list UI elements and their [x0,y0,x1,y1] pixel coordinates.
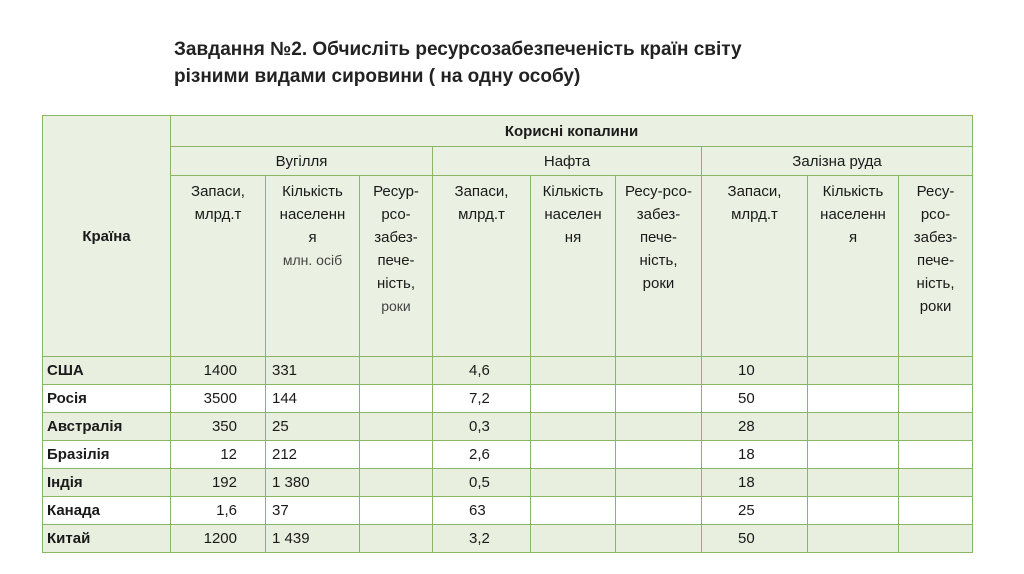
table-row [43,441,973,469]
iron-reserves-header: Запаси, млрд.т [727,183,782,223]
iron-population-header: Кількість населенн я [820,183,886,246]
coal-reserves-cell: 350 [171,413,266,441]
title-line-1: Завдання №2. Обчисліть ресурсозабезпеченість країн світу [174,39,742,60]
page-title [174,36,874,90]
country-header: Країна [43,116,171,357]
coal-reserves-cell: 1400 [171,357,266,385]
population-cell: 1 380 [266,469,360,497]
oil-population-cell [531,413,616,441]
country-cell: Росія [43,385,171,413]
iron-supply-cell [899,469,973,497]
coal-reserves-cell: 1200 [171,525,266,553]
table-row [43,469,973,497]
table-row [43,357,973,385]
coal-supply-cell [360,525,433,553]
oil-population-cell [531,357,616,385]
iron-population-cell [808,469,899,497]
table-row [43,385,973,413]
iron-population-cell [808,385,899,413]
oil-population-cell [531,441,616,469]
coal-reserves-cell: 3500 [171,385,266,413]
iron-supply-header: Ресу- рсо- забез- пече- ність, роки [913,183,958,315]
iron-population-cell [808,525,899,553]
oil-reserves-cell: 0,3 [433,413,531,441]
iron-supply-cell [899,413,973,441]
table-row [43,413,973,441]
resource-oil-header: Нафта [433,147,702,176]
oil-reserves-cell: 2,6 [433,441,531,469]
table-row [43,497,973,525]
resource-table [42,115,973,553]
iron-reserves-cell: 28 [702,413,808,441]
table-row [43,525,973,553]
iron-reserves-cell: 18 [702,469,808,497]
oil-reserves-cell: 4,6 [433,357,531,385]
coal-reserves-cell: 192 [171,469,266,497]
iron-population-cell [808,497,899,525]
iron-population-cell [808,357,899,385]
iron-population-cell [808,413,899,441]
country-cell: Австралія [43,413,171,441]
country-cell: Канада [43,497,171,525]
coal-population-unit: млн. осіб [282,252,343,268]
iron-reserves-cell: 10 [702,357,808,385]
resource-iron-header: Залізна руда [702,147,973,176]
oil-supply-cell [616,441,702,469]
oil-supply-cell [616,385,702,413]
oil-supply-cell [616,357,702,385]
coal-supply-unit: роки [381,298,411,314]
coal-supply-cell [360,385,433,413]
oil-reserves-cell: 3,2 [433,525,531,553]
coal-supply-cell [360,413,433,441]
coal-supply-cell [360,469,433,497]
iron-supply-cell [899,385,973,413]
coal-reserves-cell: 1,6 [171,497,266,525]
oil-reserves-cell: 63 [433,497,531,525]
coal-reserves-header: Запаси, млрд.т [191,183,245,223]
resource-coal-header: Вугілля [171,147,433,176]
coal-supply-cell [360,441,433,469]
oil-supply-cell [616,469,702,497]
population-cell: 331 [266,357,360,385]
group-header: Корисні копалини [171,116,973,147]
oil-population-cell [531,469,616,497]
iron-supply-cell [899,497,973,525]
iron-reserves-cell: 25 [702,497,808,525]
oil-reserves-cell: 7,2 [433,385,531,413]
iron-supply-cell [899,525,973,553]
population-cell: 212 [266,441,360,469]
coal-supply-cell [360,357,433,385]
oil-population-header: Кількість населен ня [542,183,604,246]
population-cell: 1 439 [266,525,360,553]
oil-population-cell [531,385,616,413]
iron-supply-cell [899,441,973,469]
iron-reserves-cell: 18 [702,441,808,469]
oil-reserves-cell: 0,5 [433,469,531,497]
coal-supply-cell [360,497,433,525]
iron-reserves-cell: 50 [702,525,808,553]
population-cell: 25 [266,413,360,441]
iron-population-cell [808,441,899,469]
coal-population-header: Кількість населенн я [279,183,346,246]
title-line-2: різними видами сировини ( на одну особу) [174,66,581,87]
coal-supply-header: Ресур- рсо- забез- пече- ність, [373,183,419,292]
country-cell: Індія [43,469,171,497]
country-cell: Китай [43,525,171,553]
oil-reserves-header: Запаси, млрд.т [454,183,509,223]
oil-supply-cell [616,413,702,441]
oil-supply-cell [616,497,702,525]
iron-supply-cell [899,357,973,385]
oil-supply-cell [616,525,702,553]
country-cell: США [43,357,171,385]
population-cell: 37 [266,497,360,525]
oil-supply-header: Ресу-рсо- забез- пече- ність, роки [624,183,693,292]
population-cell: 144 [266,385,360,413]
oil-population-cell [531,497,616,525]
country-cell: Бразілія [43,441,171,469]
oil-population-cell [531,525,616,553]
coal-reserves-cell: 12 [171,441,266,469]
iron-reserves-cell: 50 [702,385,808,413]
